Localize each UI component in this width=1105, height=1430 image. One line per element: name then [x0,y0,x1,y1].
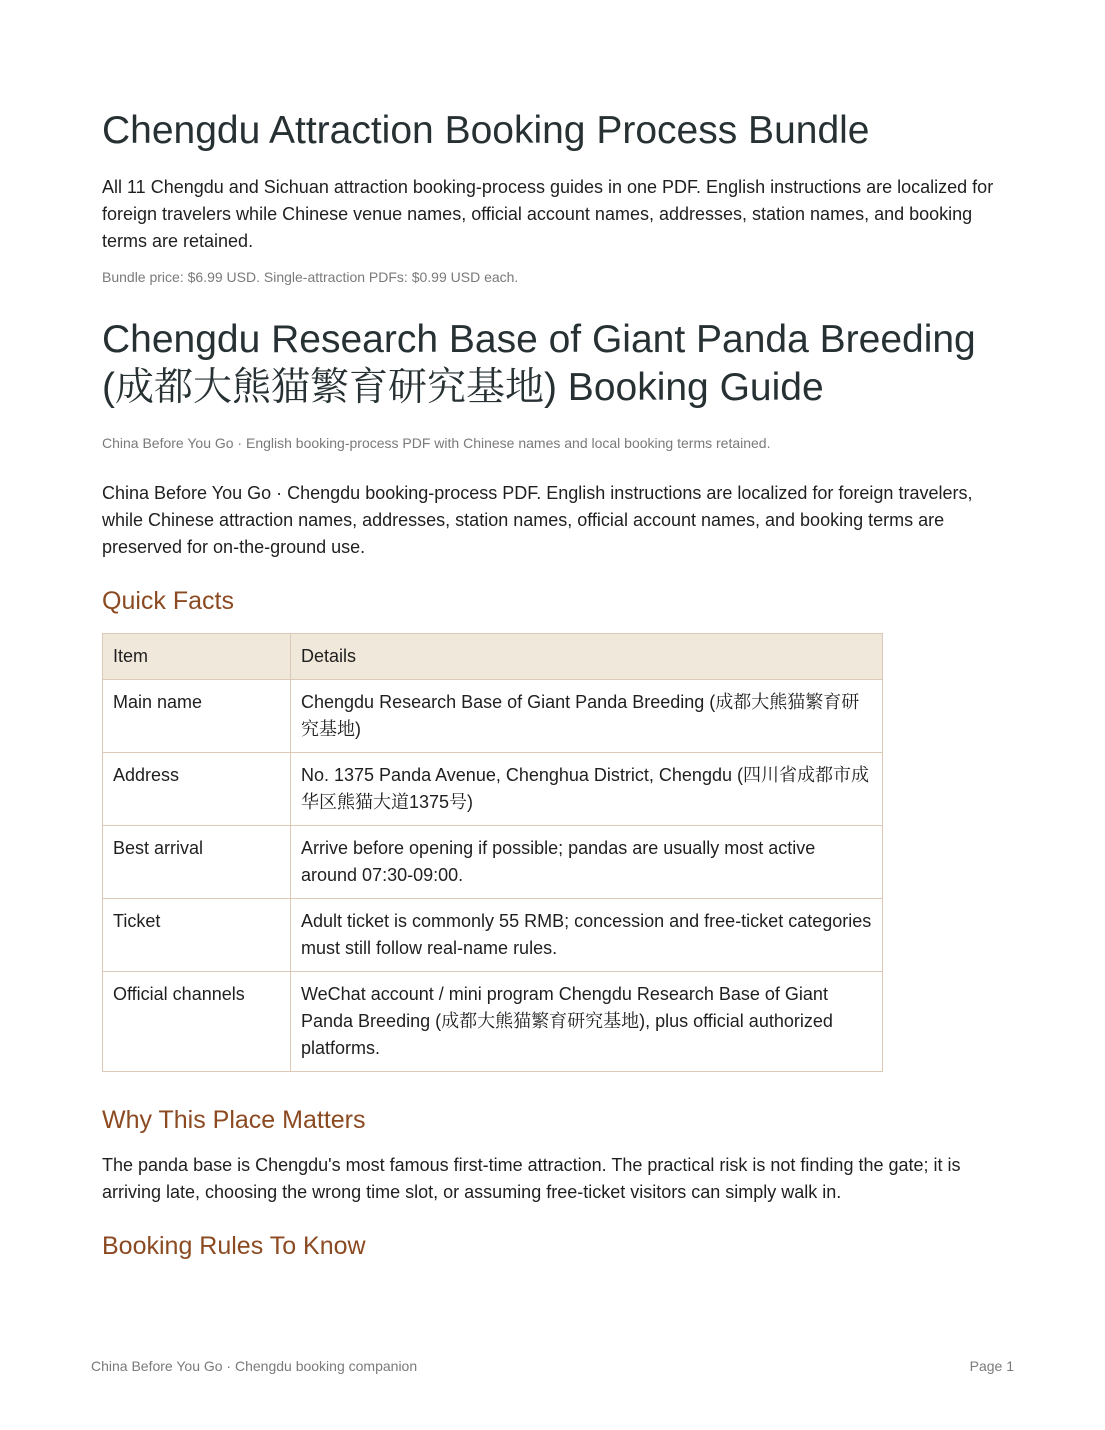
guide-intro: China Before You Go · Chengdu booking-process PDF. English instructions are localized for foreign travelers, while Chinese attraction names, addresses, station names, official account names, and booking terms are preserved for on-the-ground use. [102,483,973,557]
row-item: Ticket [103,899,291,972]
row-item: Official channels [103,972,291,1072]
why-paragraph: The panda base is Chengdu's most famous first-time attraction. The practical risk is not finding the gate; it is arriving late, choosing the wrong time slot, or assuming free-ticket visitors can simply walk in. [102,1155,961,1202]
row-details: Adult ticket is commonly 55 RMB; concession and free-ticket categories must still follow real-name rules. [291,899,883,972]
row-details: Arrive before opening if possible; pandas are usually most active around 07:30-09:00. [291,826,883,899]
table-row [103,826,883,899]
why-heading: Why This Place Matters [102,1106,366,1134]
row-details: WeChat account / mini program Chengdu Research Base of Giant Panda Breeding (成都大熊猫繁育研究基地), plus official authorized platforms. [291,972,883,1072]
row-details: Chengdu Research Base of Giant Panda Breeding (成都大熊猫繁育研究基地) [291,680,883,753]
row-item: Main name [103,680,291,753]
page-number: Page 1 [969,1358,1014,1374]
table-row [103,680,883,753]
bundle-title: Chengdu Attraction Booking Process Bundle [102,109,870,152]
booking-rules-heading: Booking Rules To Know [102,1232,366,1260]
table-row [103,899,883,972]
quick-facts-heading: Quick Facts [102,587,234,615]
bundle-price: Bundle price: $6.99 USD. Single-attraction PDFs: $0.99 USD each. [102,269,519,285]
column-header-item: Item [103,634,291,680]
table-header-row [103,634,883,680]
quick-facts-table [102,633,883,1072]
row-item: Address [103,753,291,826]
table-row [103,972,883,1072]
row-item: Best arrival [103,826,291,899]
guide-subtitle: China Before You Go · English booking-process PDF with Chinese names and local booking terms retained. [102,435,771,451]
table-row [103,753,883,826]
footer-left: China Before You Go · Chengdu booking companion [91,1358,418,1374]
guide-title: Chengdu Research Base of Giant Panda Breeding (成都大熊猫繁育研究基地) Booking Guide [102,318,976,409]
row-details: No. 1375 Panda Avenue, Chenghua District, Chengdu (四川省成都市成华区熊猫大道1375号) [291,753,883,826]
column-header-details: Details [291,634,883,680]
bundle-intro: All 11 Chengdu and Sichuan attraction booking-process guides in one PDF. English instructions are localized for foreign travelers while Chinese venue names, official account names, addresses, station names, and booking terms are retained. [102,177,994,251]
